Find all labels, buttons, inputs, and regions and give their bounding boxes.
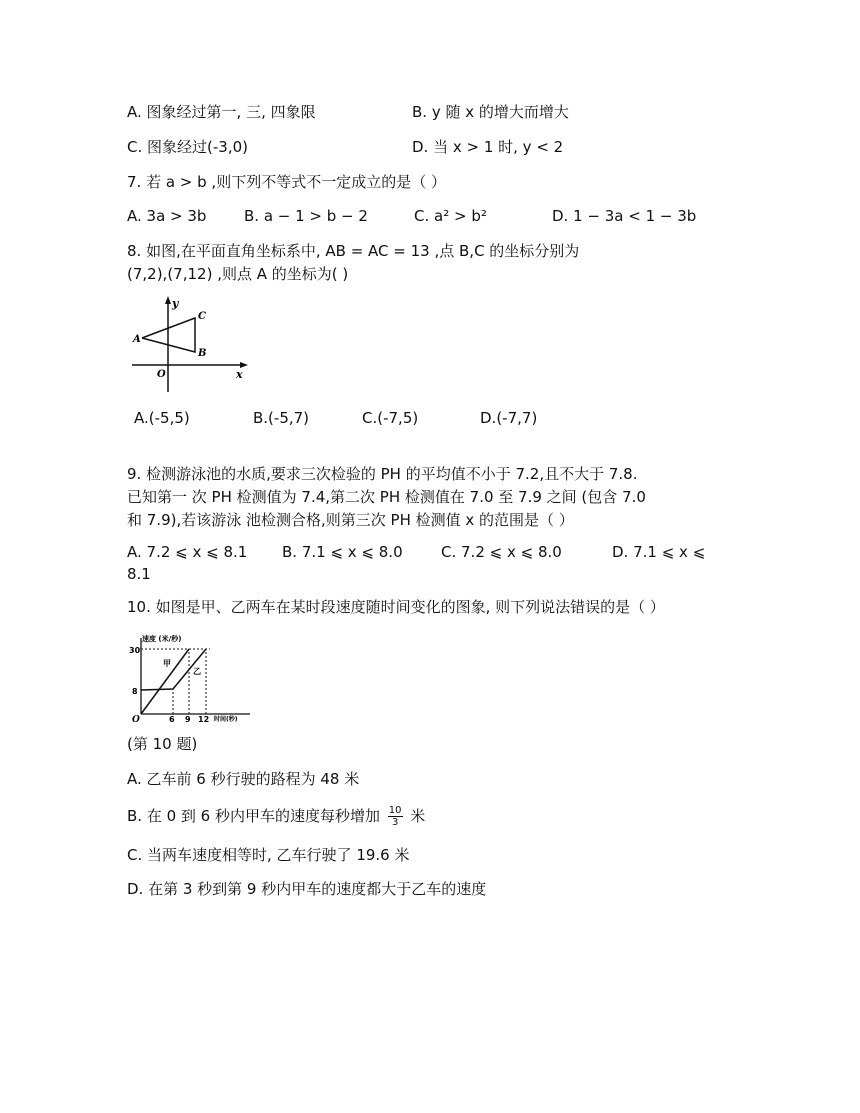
q8-stem-line1: 8. 如图,在平面直角坐标系中, AB = AC = 13 ,点 B,C 的坐标分别为 [127, 242, 580, 260]
q10-series-jia-label: 甲 [163, 659, 171, 668]
q6-option-a: A. 图象经过第一, 三, 四象限 [127, 103, 316, 121]
q8-point-b-label: B [198, 348, 207, 359]
q8-point-c-label: C [198, 311, 206, 322]
q9-option-d-continued: 8.1 [127, 565, 151, 583]
q10-fraction-numerator: 10 [388, 805, 402, 816]
q10-option-c: C. 当两车速度相等时, 乙车行驶了 19.6 米 [127, 846, 410, 864]
q8-option-b: B.(-5,7) [253, 409, 310, 427]
q10-x-tick-12: 12 [198, 715, 210, 724]
q10-option-d: D. 在第 3 秒到第 9 秒内甲车的速度都大于乙车的速度 [127, 880, 487, 898]
q9-stem-line1: 9. 检测游泳池的水质,要求三次检验的 PH 的平均值不小于 7.2,且不大于 7.8. [127, 465, 638, 483]
q8-option-d: D.(-7,7) [480, 409, 538, 427]
q10-option-b-unit: 米 [410, 807, 426, 825]
q6-option-c: C. 图象经过(-3,0) [127, 138, 248, 156]
q10-speed-time-graph [128, 632, 263, 724]
q10-x-axis-label: 时间(秒) [214, 716, 238, 723]
q10-x-tick-6: 6 [169, 715, 175, 724]
q10-fraction-denominator: 3 [391, 817, 399, 828]
q10-option-b-fraction [388, 805, 403, 828]
q8-y-arrow-icon [165, 296, 171, 304]
q9-stem-line3: 和 7.9),若该游泳 池检测合格,则第三次 PH 检测值 x 的范围是（ ） [127, 511, 574, 529]
q6-option-d: D. 当 x > 1 时, y < 2 [412, 138, 564, 156]
q8-x-label: x [236, 368, 243, 381]
q8-option-c: C.(-7,5) [362, 409, 419, 427]
q8-option-a: A.(-5,5) [134, 409, 190, 427]
q8-y-label: y [172, 297, 179, 310]
q10-y-tick-8: 8 [132, 687, 138, 696]
q10-stem: 10. 如图是甲、乙两车在某时段速度随时间变化的图象, 则下列说法错误的是（ ） [127, 598, 665, 616]
q8-stem-line2: (7,2),(7,12) ,则点 A 的坐标为( ) [127, 265, 349, 283]
q9-option-d: D. 7.1 ⩽ x ⩽ [612, 543, 706, 561]
q7-option-b: B. a − 1 > b − 2 [244, 207, 368, 225]
q10-option-a: A. 乙车前 6 秒行驶的路程为 48 米 [127, 770, 360, 788]
q7-option-a: A. 3a > 3b [127, 207, 207, 225]
q8-coordinate-figure [128, 294, 253, 394]
q9-option-a: A. 7.2 ⩽ x ⩽ 8.1 [127, 543, 248, 561]
q10-x-tick-9: 9 [185, 715, 191, 724]
q7-option-c: C. a² > b² [414, 207, 487, 225]
q7-option-d: D. 1 − 3a < 1 − 3b [552, 207, 697, 225]
q10-y-axis-label: 速度 (米/秒) [142, 635, 182, 643]
q10-origin-label: O [132, 715, 140, 724]
q7-stem: 7. 若 a > b ,则下列不等式不一定成立的是（ ） [127, 173, 446, 191]
q10-series-yi-label: 乙 [193, 667, 201, 676]
q10-option-b-text: B. 在 0 到 6 秒内甲车的速度每秒增加 [127, 807, 380, 825]
q8-point-a-label: A [133, 334, 141, 345]
q10-figure-caption: (第 10 题) [127, 735, 198, 753]
q9-option-b: B. 7.1 ⩽ x ⩽ 8.0 [282, 543, 403, 561]
q10-option-b [127, 805, 425, 828]
q9-stem-line2: 已知第一 次 PH 检测值为 7.4,第二次 PH 检测值在 7.0 至 7.9 之间 (包含 7.0 [127, 488, 646, 506]
q6-option-b: B. y 随 x 的增大而增大 [412, 103, 569, 121]
q9-option-c: C. 7.2 ⩽ x ⩽ 8.0 [441, 543, 562, 561]
q8-origin-label: O [157, 369, 166, 380]
q10-y-tick-30: 30 [129, 646, 141, 655]
